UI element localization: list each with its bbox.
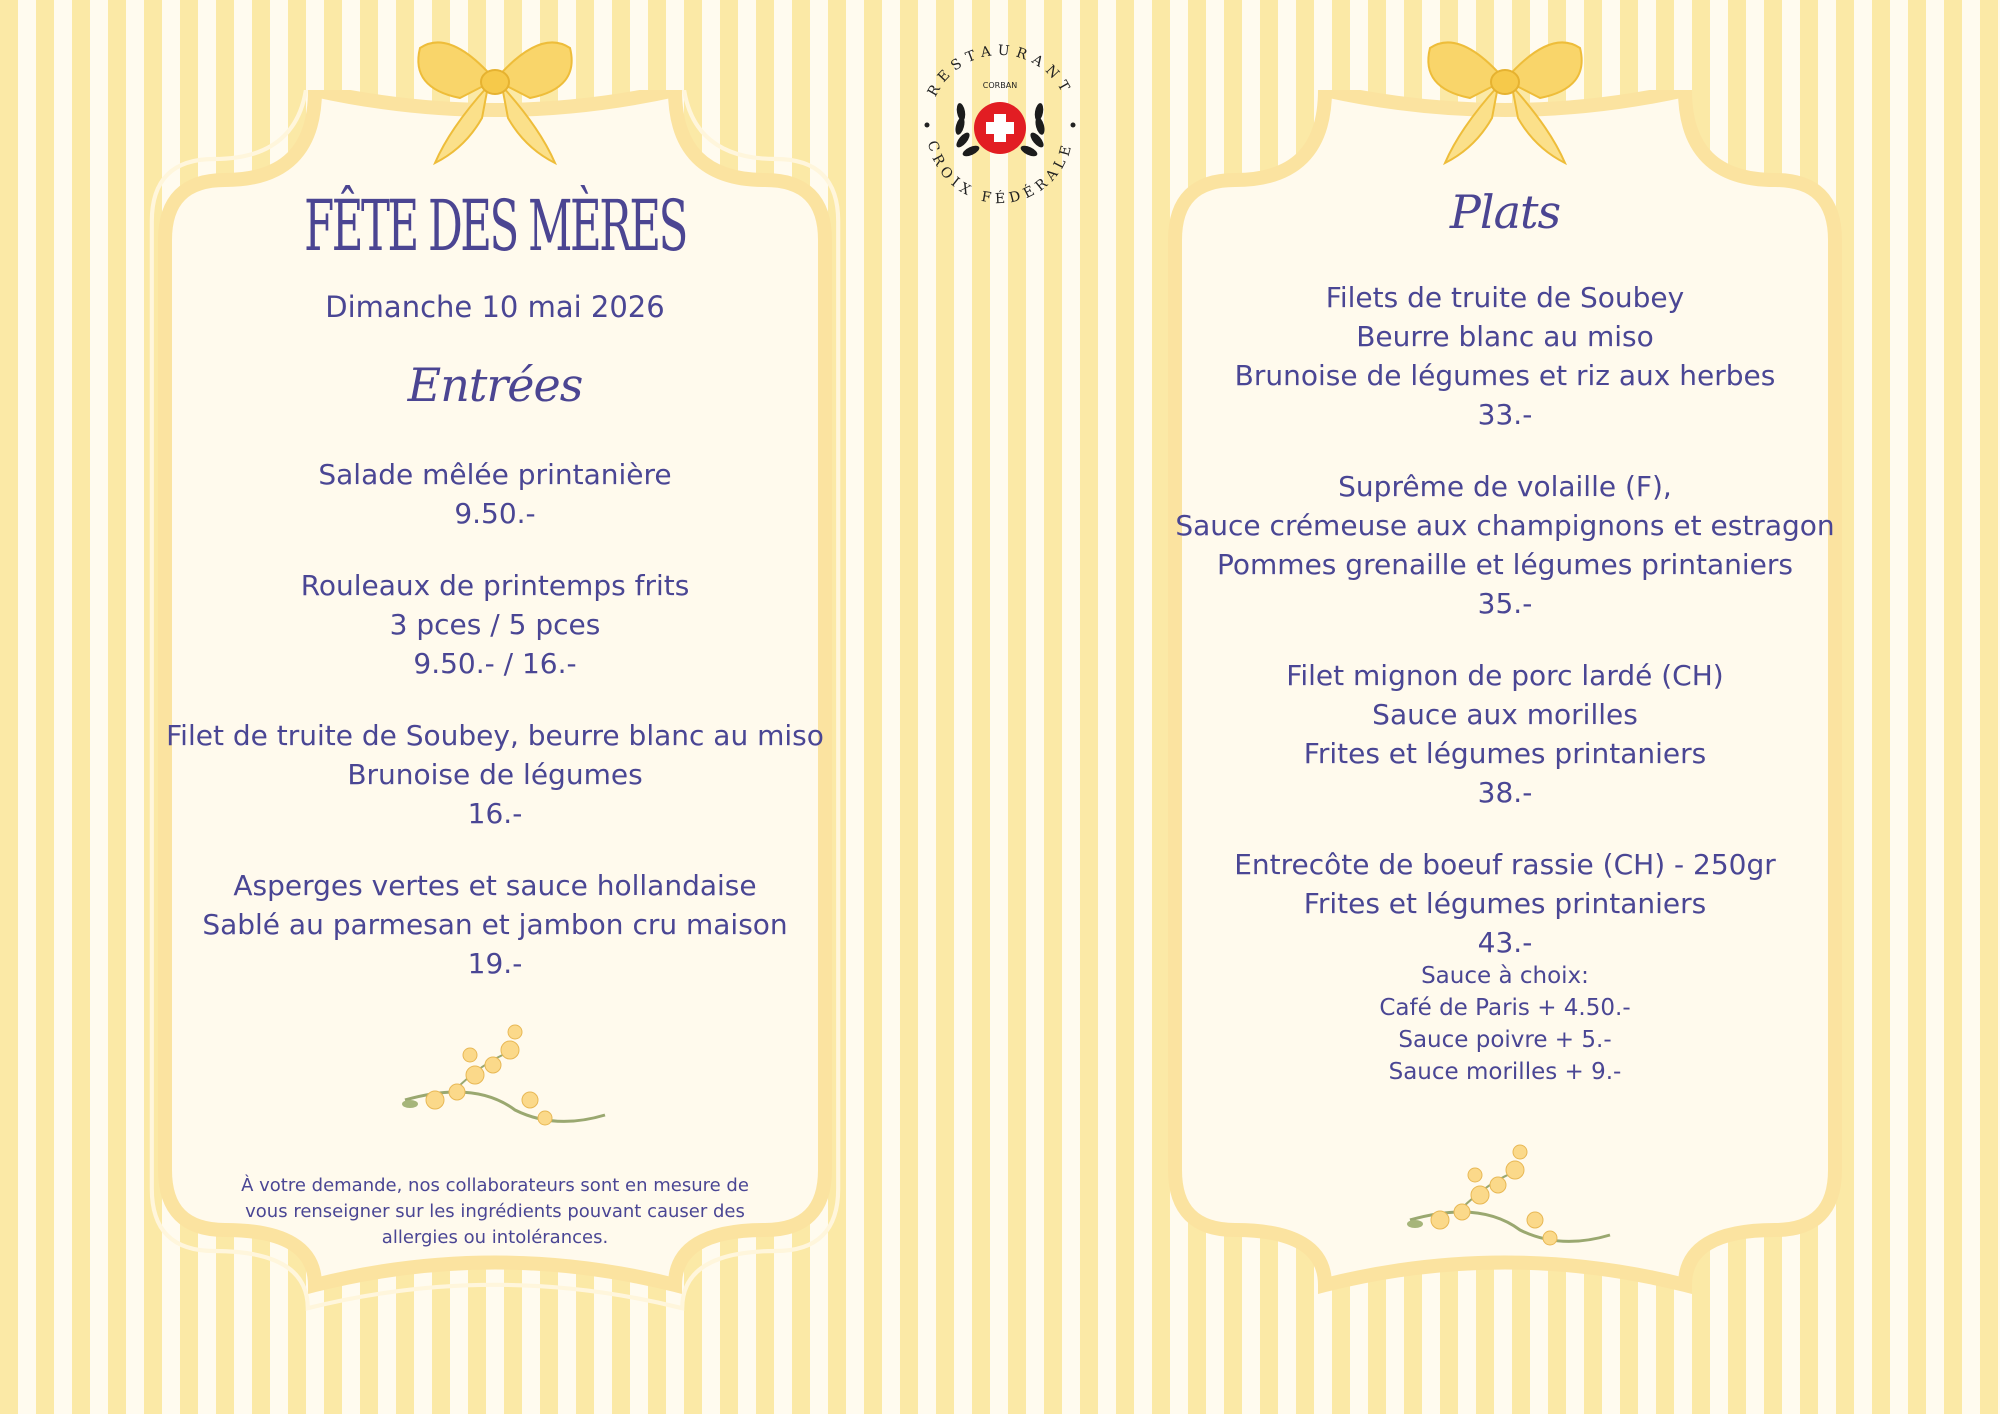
menu-item — [1135, 656, 1875, 812]
flower-sprig-icon — [1400, 1140, 1620, 1260]
menu-item-line: Filet de truite de Soubey, beurre blanc au miso — [166, 719, 824, 752]
menu-item-price: 16.- — [467, 797, 523, 830]
entrees-list — [125, 455, 865, 1016]
logo-top-text: RESTAURANT — [924, 42, 1076, 100]
logo-bottom-text: CROIX FÉDÉRALE — [923, 139, 1077, 208]
ribbon-bow-icon — [410, 18, 580, 168]
allergy-note: À votre demande, nos collaborateurs sont en mesure de vous renseigner sur les ingrédients pouvant causer des allergies ou intolérances. — [241, 1175, 749, 1248]
menu-item-line: Rouleaux de printemps frits — [300, 569, 690, 602]
menu-item-price: 19.- — [467, 947, 523, 980]
svg-text:RESTAURANT — [925, 43, 1075, 100]
menu-item-price: 9.50.- / 16.- — [413, 647, 577, 680]
menu-item — [125, 866, 865, 983]
sauce-options — [1135, 960, 1875, 1088]
section-title-plats: Plats — [1449, 185, 1561, 239]
sauce-option: Sauce poivre + 5.- — [1398, 1027, 1612, 1053]
menu-item-line: Suprême de volaille (F), — [1338, 470, 1672, 503]
menu-item — [125, 716, 865, 833]
section-title-entrees: Entrées — [407, 358, 583, 412]
menu-item — [1135, 467, 1875, 623]
menu-item-line: Beurre blanc au miso — [1356, 320, 1654, 353]
menu-item-line: Entrecôte de boeuf rassie (CH) - 250gr — [1234, 848, 1776, 881]
menu-item-price: 43.- — [1477, 926, 1533, 959]
sauce-title: Sauce à choix: — [1421, 963, 1589, 989]
menu-item-price: 33.- — [1477, 398, 1533, 431]
page-title: FÊTE DES MÈRES — [304, 185, 686, 267]
restaurant-logo — [905, 30, 1095, 220]
menu-item — [1135, 278, 1875, 434]
sauce-option: Café de Paris + 4.50.- — [1379, 995, 1631, 1021]
menu-item-line: Sauce crémeuse aux champignons et estragon — [1175, 509, 1835, 542]
menu-item — [125, 455, 865, 533]
event-date: Dimanche 10 mai 2026 — [325, 290, 665, 324]
menu-item-price: 38.- — [1477, 776, 1533, 809]
menu-item — [1135, 845, 1875, 962]
flower-sprig-icon — [395, 1020, 615, 1140]
menu-item-price: 9.50.- — [454, 497, 536, 530]
menu-item-line: Sablé au parmesan et jambon cru maison — [202, 908, 788, 941]
right-menu-panel — [1135, 90, 1875, 1320]
menu-item-line: Filet mignon de porc lardé (CH) — [1286, 659, 1724, 692]
menu-item-line: Brunoise de légumes et riz aux herbes — [1234, 359, 1776, 392]
menu-item-line: Filets de truite de Soubey — [1325, 281, 1685, 314]
menu-item-line: Sauce aux morilles — [1372, 698, 1638, 731]
menu-item-line: Frites et légumes printaniers — [1303, 737, 1707, 770]
menu-item — [125, 566, 865, 683]
menu-item-line: 3 pces / 5 pces — [389, 608, 601, 641]
menu-item-price: 35.- — [1477, 587, 1533, 620]
ribbon-bow-icon — [1420, 18, 1590, 168]
logo-center-text: CORBAN — [982, 81, 1018, 90]
menu-item-line: Pommes grenaille et légumes printaniers — [1217, 548, 1793, 581]
menu-item-line: Frites et légumes printaniers — [1303, 887, 1707, 920]
menu-item-line: Salade mêlée printanière — [318, 458, 672, 491]
menu-item-line: Brunoise de légumes — [347, 758, 643, 791]
plats-list — [1135, 278, 1875, 995]
menu-item-line: Asperges vertes et sauce hollandaise — [233, 869, 757, 902]
sauce-option: Sauce morilles + 9.- — [1388, 1059, 1622, 1085]
